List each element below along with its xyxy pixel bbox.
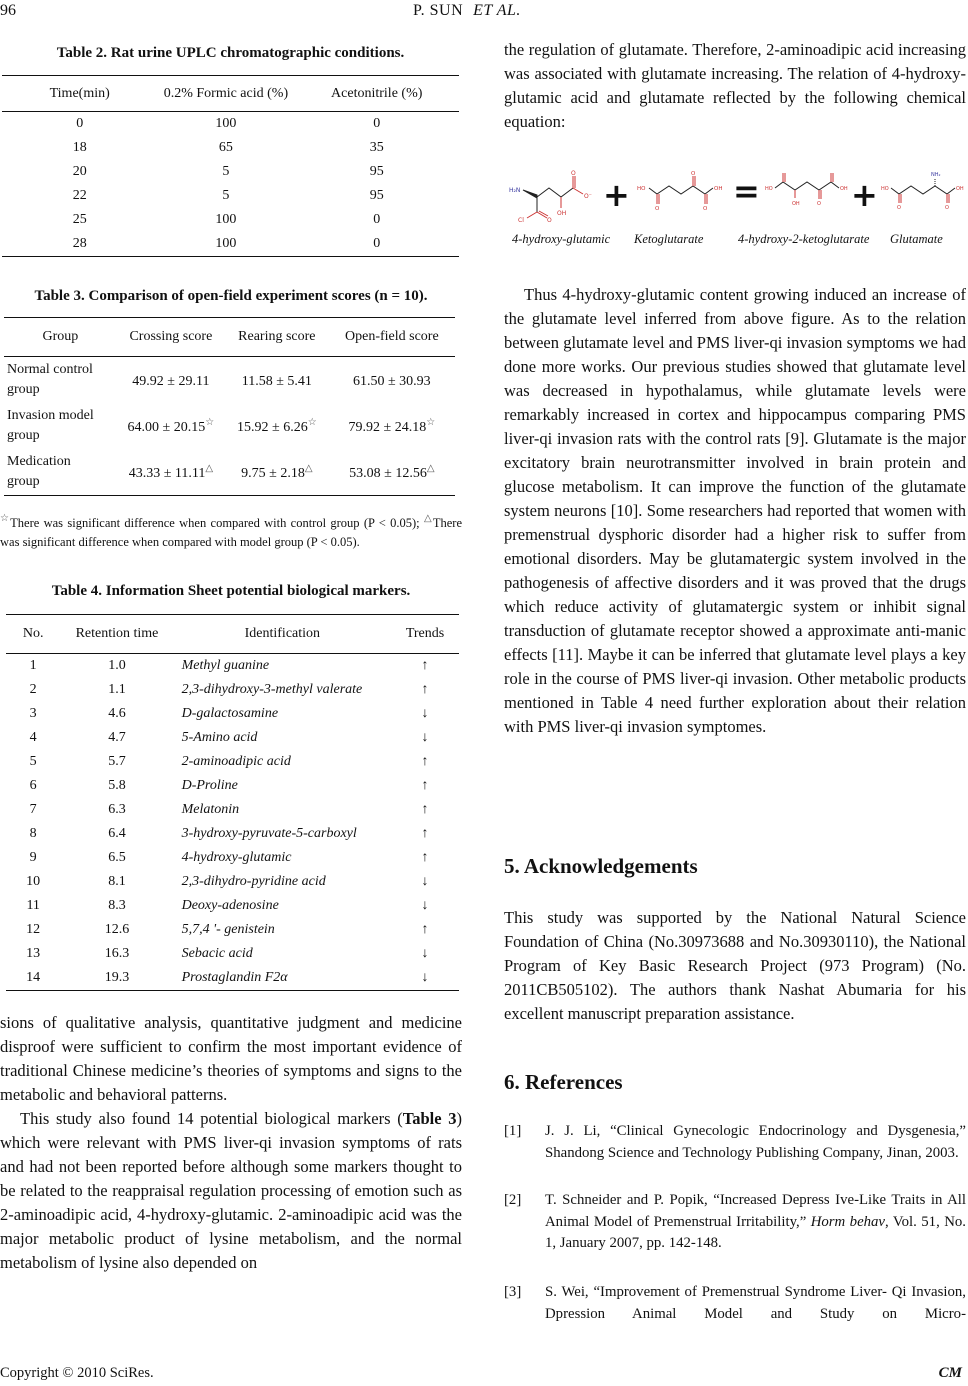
cell-number: 4 (29, 730, 37, 745)
reference-item (504, 1282, 966, 1325)
star-mark: ☆ (0, 513, 11, 524)
cell-number: 8 (29, 826, 37, 841)
molecule-4-hydroxy-2-ketoglutarate (765, 173, 848, 207)
cell-trend: ↓ (421, 730, 429, 745)
cell-identification: Deoxy-adenosine (181, 898, 279, 913)
atom-hydroxyl: HO (637, 186, 646, 192)
table2-col-time: Time(min) (2, 76, 157, 112)
reference-number: [1] (504, 1123, 522, 1139)
table4-col-identification: Identification (174, 615, 391, 654)
group-name: Medication (7, 454, 71, 469)
table4-row (6, 654, 459, 679)
table2-col-acetonitrile: Acetonitrile (%) (294, 76, 459, 112)
table4-row (6, 678, 459, 702)
atom-hydroxyl: HO (765, 186, 773, 192)
cell-crossing (117, 449, 225, 496)
table4 (6, 614, 459, 991)
plus-sign: + (603, 176, 630, 214)
running-head-authors (413, 2, 613, 20)
table4-col-retention: Retention time (60, 615, 173, 654)
atom-hydroxyl: OH (956, 186, 964, 192)
reference-citation: T. Schneider and P. Popik, “Increased Depress Ive-Like Traits in All Animal Model of Premenstrual Irritability,” (545, 1192, 966, 1230)
atom-oxygen: O (703, 206, 708, 212)
table4-row (6, 702, 459, 726)
cell-trend: ↑ (421, 778, 429, 793)
cell-trend: ↑ (421, 826, 429, 841)
reference-item (504, 1190, 966, 1255)
reference-journal: Horm behav (810, 1213, 885, 1230)
cell-identification: 2,3-dihydroxy-3-methyl valerate (181, 682, 363, 697)
significance-mark: △ (426, 462, 435, 474)
table3 (4, 317, 455, 496)
table2-caption: Table 2. Rat urine UPLC chromatographic conditions. (56, 45, 405, 61)
atom-oxygen: O (571, 170, 576, 177)
table3-caption: Table 3. Comparison of open-field experiment scores (n = 10). (34, 288, 428, 304)
atom-oxygen: O (547, 217, 552, 224)
group-name: group (7, 382, 40, 397)
table4-row (6, 774, 459, 798)
cell-acetonitrile: 0 (373, 212, 381, 227)
reference-citation: S. Wei, “Improvement of Premenstrual Syndrome Liver- Qi Invasion, Dpression Animal Model and Study on Micro- (545, 1284, 966, 1322)
plus-sign: + (851, 176, 878, 214)
table4-row (6, 942, 459, 966)
cell-time: 18 (72, 140, 87, 155)
atom-chloride: Cl (518, 217, 524, 224)
score-value: 64.00 ± 20.15 (127, 419, 206, 435)
cell-retention-time: 1.0 (108, 658, 126, 673)
cell-retention-time: 8.1 (108, 874, 126, 889)
table4-row (6, 726, 459, 750)
table4-row (6, 966, 459, 991)
journal-abbreviation: CM (938, 1365, 962, 1381)
cell-acetonitrile: 95 (369, 188, 384, 203)
table2-header-row (2, 76, 459, 112)
cell-formic-acid: 5 (222, 188, 230, 203)
molecule-glutamate (881, 172, 964, 211)
cell-identification: D-galactosamine (181, 706, 279, 721)
cell-crossing (117, 403, 225, 449)
cell-trend: ↑ (421, 658, 429, 673)
cell-group (4, 403, 117, 449)
reference-text (545, 1121, 966, 1164)
reference-text (545, 1282, 966, 1325)
cell-time: 20 (72, 164, 87, 179)
cell-trend: ↓ (421, 874, 429, 889)
cell-retention-time: 5.7 (108, 754, 126, 769)
table3-row (4, 357, 455, 404)
cell-number: 7 (29, 802, 37, 817)
cell-rearing (225, 449, 329, 496)
cell-acetonitrile: 0 (294, 232, 459, 257)
cell-identification: Methyl guanine (181, 658, 270, 673)
cell-retention-time: 6.3 (108, 802, 126, 817)
table4-row (6, 894, 459, 918)
equals-sign: = (733, 172, 760, 210)
score-value: 9.75 ± 2.18 (241, 465, 305, 481)
table3-col-openfield: Open-field score (329, 318, 455, 357)
cell-identification: 4-hydroxy-glutamic (181, 850, 292, 865)
cell-acetonitrile: 35 (369, 140, 384, 155)
cell-identification: 5-Amino acid (181, 730, 258, 745)
label-4-hydroxy-glutamic: 4-hydroxy-glutamic (512, 232, 611, 246)
cell-formic-acid: 100 (215, 116, 237, 131)
cell-retention-time: 6.5 (108, 850, 126, 865)
group-name: Invasion model (7, 408, 94, 423)
copyright-notice: Copyright © 2010 SciRes. (0, 1365, 154, 1381)
table4-col-no: No. (6, 615, 60, 654)
cell-identification: Melatonin (181, 802, 240, 817)
references-heading: 6. References (504, 1070, 623, 1094)
table2-row (2, 160, 459, 184)
table4-row (6, 798, 459, 822)
cell-retention-time: 4.7 (108, 730, 126, 745)
acknowledgements-text: This study was supported by the National Natural Science Foundation of China (No.30973688 and No.30930110), the National Program of Key Basic Research Project (973 Program) (No. 2011CB505102). The authors thank Nashat Abumaria for his excellent manuscript preparation assistance. (504, 908, 966, 1023)
atom-hydroxyl: OH (557, 210, 567, 217)
cell-identification: 2,3-dihydro-pyridine acid (181, 874, 326, 889)
cell-trend: ↓ (421, 946, 429, 961)
cell-identification: Sebacic acid (181, 946, 253, 961)
atom-amine: H₂N (509, 187, 521, 194)
atom-oxygen: O (655, 206, 660, 212)
significance-mark: ☆ (426, 416, 436, 428)
cell-retention-time: 12.6 (104, 922, 130, 937)
atom-oxygen: O (897, 205, 901, 211)
cell-group (4, 357, 117, 404)
significance-mark: △ (205, 462, 214, 474)
cell-formic-acid: 100 (157, 232, 294, 257)
atom-hydroxyl: OH (792, 201, 800, 207)
atom-hydroxyl: OH (714, 186, 723, 192)
cell-identification: 2-aminoadipic acid (181, 754, 291, 769)
table4-caption: Table 4. Information Sheet potential biological markers. (51, 583, 411, 599)
cell-retention-time: 4.6 (108, 706, 126, 721)
atom-amine: NH₂ (931, 172, 941, 178)
score-value: 15.92 ± 6.26 (237, 419, 308, 435)
score-value: 53.08 ± 12.56 (349, 465, 427, 481)
authors-etal: ET AL. (473, 2, 521, 19)
table3-row (4, 403, 455, 449)
molecule-4-hydroxy-glutamic (509, 170, 592, 224)
cell-number: 12 (26, 922, 41, 937)
group-name: group (7, 474, 40, 489)
cell-trend: ↓ (421, 706, 429, 721)
cell-number: 14 (6, 966, 60, 991)
right-column-para2: Thus 4-hydroxy-glutamic content growing induced an increase of the glutamate level inferred from above figure. As to the relation between glutamate level and PMS liver-qi invasion symptoms we had done more works. Our previous studies showed that glutamate level was decreased in hypothalamus, while glutamate levels were remarkably increased in cortex and hippocampus comparing PMS liver-qi invasion rats with the control rats [9]. Glutamate is the major excitatory brain neurotransmitter involved in brain protein and glucose metabolism. It can improve the function of the glutamate system neurons [10]. Some researchers had reported that women with premenstrual dysphoric disorder had a higher risk to suffer from emotional disorders. May be glutamatergic system involved in the pathogenesis of affective disorders and it was proved that the drugs which reduce activity of glutamatergic system or inhibit signal transduction of glutamate receptor showed a approximate anti-manic effects [11]. Maybe it can be inferred that glutamate level plays a key role in the course of PMS liver-qi invasion. Other metabolic products mentioned in Table 4 need further exploration about their relation with PMS liver-qi invasion symptomes. (504, 285, 966, 736)
significance-mark: △ (304, 462, 313, 474)
cell-openfield (329, 449, 455, 496)
table3-row (4, 449, 455, 496)
table4-col-trends: Trends (391, 615, 459, 654)
atom-oxygen: O (691, 171, 696, 177)
cell-trend: ↑ (421, 682, 429, 697)
cell-time: 22 (72, 188, 87, 203)
cell-identification: Prostaglandin F2α (174, 966, 391, 991)
reference-item (504, 1121, 966, 1164)
reference-details: , Vol. 51, No. 1, January 2007, pp. 142-148. (545, 1213, 966, 1251)
atom-hydroxyl: OH (840, 186, 848, 192)
cell-number: 11 (26, 898, 40, 913)
significance-mark: ☆ (205, 416, 215, 428)
cell-identification: 5,7,4 '- genistein (181, 922, 275, 937)
cell-group (4, 449, 117, 496)
cell-acetonitrile: 0 (373, 116, 381, 131)
cell-retention-time: 6.4 (108, 826, 126, 841)
acknowledgements-heading: 5. Acknowledgements (504, 854, 698, 878)
cell-rearing (225, 403, 329, 449)
table2-row (2, 232, 459, 257)
score-value: 11.58 ± 5.41 (241, 373, 312, 389)
table4-header-row (6, 615, 459, 654)
cell-rearing (225, 357, 329, 404)
cell-number: 5 (29, 754, 37, 769)
table4-row (6, 918, 459, 942)
paragraph: sions of qualitative analysis, quantitative judgment and medicine disproof were sufficient to confirm the most important evidence of traditional Chinese medicine’s theories of symptoms and signs to the metabolic and behavioral patterns. (0, 1013, 462, 1104)
reference-citation: J. J. Li, “Clinical Gynecologic Endocrinology and Dysgenesia,” Shandong Science and Technology Publishing Company, Jinan, 2003. (545, 1123, 966, 1161)
reference-number: [3] (504, 1284, 522, 1300)
table3-header-row (4, 318, 455, 357)
cell-number: 1 (29, 658, 37, 673)
significance-mark: ☆ (307, 416, 317, 428)
reference-text (545, 1190, 966, 1255)
cell-retention-time: 19.3 (60, 966, 173, 991)
text-span: This study also found 14 potential biological markers ( (20, 1109, 403, 1128)
page-number: 96 (0, 2, 16, 19)
cell-retention-time: 1.1 (108, 682, 126, 697)
cell-time: 25 (72, 212, 87, 227)
table2-row (2, 136, 459, 160)
right-column-para1: the regulation of glutamate. Therefore, 2-aminoadipic acid increasing was associated with glutamate increasing. The relation of 4-hydroxy-glutamic acid and glutamate reflected by the following chemical equation: (504, 40, 966, 131)
cell-formic-acid: 65 (218, 140, 233, 155)
atom-oxygen: O (945, 205, 949, 211)
paragraph (0, 1107, 462, 1275)
cell-retention-time: 5.8 (108, 778, 126, 793)
atom-hydroxyl: HO (881, 186, 889, 192)
left-column-text (0, 1011, 462, 1275)
cell-openfield (329, 403, 455, 449)
table2 (2, 75, 459, 257)
table2-row (2, 184, 459, 208)
cell-number: 9 (29, 850, 37, 865)
table-reference: Table 3 (402, 1109, 457, 1128)
cell-time: 28 (2, 232, 157, 257)
cell-number: 6 (29, 778, 37, 793)
triangle-mark: △ (423, 513, 433, 524)
cell-formic-acid: 5 (222, 164, 230, 179)
table4-row (6, 870, 459, 894)
table3-col-crossing: Crossing score (117, 318, 225, 357)
authors-name: P. SUN (413, 2, 464, 19)
molecule-ketoglutarate (637, 171, 722, 212)
cell-number: 10 (26, 874, 41, 889)
footnote-triangle-text: There was significant difference when compared with model group (P < 0.05). (0, 516, 462, 549)
table4-row (6, 846, 459, 870)
cell-identification: 3-hydroxy-pyruvate-5-carboxyl (181, 826, 357, 841)
cell-number: 13 (26, 946, 41, 961)
label-ketoglutarate: Ketoglutarate (634, 232, 704, 246)
table3-footnote (0, 509, 462, 552)
table4-row (6, 750, 459, 774)
table3-col-rearing: Rearing score (225, 318, 329, 357)
cell-trend: ↑ (421, 922, 429, 937)
cell-openfield (329, 357, 455, 404)
group-name: Normal control (7, 362, 93, 377)
cell-trend: ↓ (391, 966, 459, 991)
cell-identification: D-Proline (181, 778, 238, 793)
cell-formic-acid: 100 (215, 212, 237, 227)
footnote-star-text: There was significant difference when compared with control group (P < 0.05); (10, 516, 424, 530)
score-value: 49.92 ± 29.11 (132, 373, 210, 389)
atom-oxide: O⁻ (584, 193, 592, 200)
cell-number: 3 (29, 706, 37, 721)
score-value: 61.50 ± 30.93 (353, 373, 431, 389)
cell-trend: ↑ (421, 850, 429, 865)
cell-trend: ↓ (421, 898, 429, 913)
reference-number: [2] (504, 1192, 522, 1208)
group-name: group (7, 428, 40, 443)
table3-col-group: Group (4, 318, 117, 357)
table2-row (2, 112, 459, 137)
score-value: 43.33 ± 11.11 (128, 465, 206, 481)
cell-number: 2 (29, 682, 37, 697)
text-span: ) which were relevant with PMS liver-qi invasion symptoms of rats and had not been reported before although some markers thought to be related to the reappraisal regulation processing of emotion such as 2-aminoadipic acid, 4-hydroxy-glutamic. 2-aminoadipic acid was the major metabolic product of lysine metabolism, and the normal metabolism of lysine also depended on (0, 1109, 462, 1272)
cell-trend: ↑ (421, 754, 429, 769)
score-value: 79.92 ± 24.18 (348, 419, 427, 435)
cell-retention-time: 16.3 (104, 946, 130, 961)
table4-row (6, 822, 459, 846)
label-4-hydroxy-2-ketoglutarate: 4-hydroxy-2-ketoglutarate (738, 232, 870, 246)
cell-time: 0 (76, 116, 84, 131)
label-glutamate: Glutamate (890, 232, 943, 246)
table2-row (2, 208, 459, 232)
chemical-structures (505, 168, 965, 228)
atom-oxygen: O (817, 201, 821, 207)
cell-crossing (117, 357, 225, 404)
cell-trend: ↑ (421, 802, 429, 817)
table2-col-formic: 0.2% Formic acid (%) (157, 76, 294, 112)
cell-retention-time: 8.3 (108, 898, 126, 913)
cell-acetonitrile: 95 (369, 164, 384, 179)
